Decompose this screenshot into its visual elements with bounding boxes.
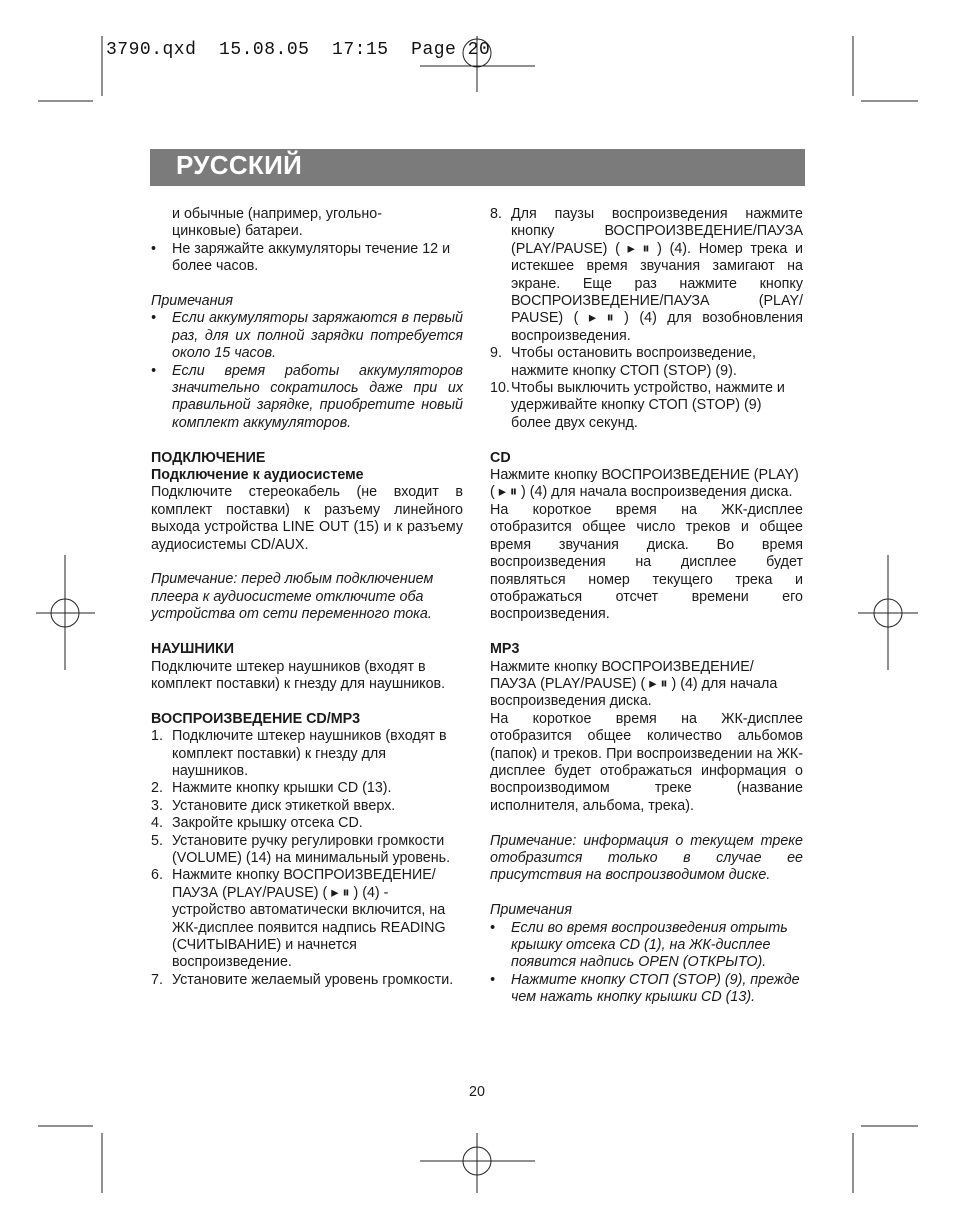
list-item: 4. Закройте крышку отсека CD.	[151, 815, 363, 832]
list-item: • Если во время воспроизведения отрыть крышку отсека CD (1), на ЖК-дисплее появится надпись OPEN (ОТКРЫТО).	[490, 919, 788, 971]
list-item: 2. Нажмите кнопку крышки CD (13).	[151, 780, 392, 797]
left-column	[151, 206, 463, 989]
list-item: • Нажмите кнопку СТОП (STOP) (9), прежде чем нажать кнопку крышки CD (13).	[490, 971, 800, 1006]
language-banner	[150, 149, 805, 186]
print-slug: 3790.qxd 15.08.05 17:15 Page 20	[106, 40, 491, 60]
section-heading: CD	[490, 449, 511, 466]
numbered-list	[151, 728, 463, 989]
section-heading: MP3	[490, 641, 520, 658]
paragraph: Нажмите кнопку ВОСПРОИЗВЕДЕНИЕ/ ПАУЗА (PLAY/PAUSE) ( ▸ ⏸ ) (4) для начала воспроизведения диска.	[490, 658, 778, 710]
section-heading: ПОДКЛЮЧЕНИЕ	[151, 449, 266, 466]
list-item: 5. Установите ручку регулировки громкости (VOLUME) (14) на минимальный уровень.	[151, 832, 451, 866]
list-item: • Если время работы аккумуляторов значительно сократилось даже при их правильной зарядке, приобретите новый комплект аккумуляторов.	[151, 362, 463, 431]
numbered-list	[490, 206, 803, 432]
paragraph: Нажмите кнопку ВОСПРОИЗВЕДЕНИЕ (PLAY) ( ▸ ⏸ ) (4) для начала воспроизведения диска.	[490, 467, 799, 501]
section-heading: НАУШНИКИ	[151, 641, 234, 658]
list-item: • Не заряжайте аккумуляторы течение 12 и более часов.	[151, 240, 451, 275]
paragraph: На короткое время на ЖК-дисплее отобразится общее количество альбомов (папок) и треков. При воспроизведении на ЖК-дисплее будет отображаться информация о воспроизводимом треке (название исполнителя, альбома, трека).	[490, 710, 803, 814]
list-item: 9. Чтобы остановить воспроизведение, нажмите кнопку СТОП (STOP) (9).	[490, 345, 757, 379]
list-item: 7. Установите желаемый уровень громкости.	[151, 971, 454, 988]
paragraph: Подключите штекер наушников (входят в комплект поставки) к гнезду для наушников.	[151, 658, 446, 692]
section-subheading: Подключение к аудиосистеме	[151, 467, 364, 484]
list-item: 3. Установите диск этикеткой вверх.	[151, 797, 396, 814]
paragraph: На короткое время на ЖК-дисплее отобразится общее число треков и общее время звучания диска. Во время воспроизведения на дисплее будет появляться номер текущего трека и отображаться отсчет времени его воспроизведения.	[490, 501, 803, 623]
banner-title: РУССКИЙ	[176, 150, 303, 180]
page-number: 20	[469, 1084, 485, 1100]
list-item: 10. Чтобы выключить устройство, нажмите и удерживайте кнопку СТОП (STOP) (9) более двух секунд.	[490, 380, 785, 431]
section-heading: ВОСПРОИЗВЕДЕНИЕ CD/MP3	[151, 710, 361, 727]
right-column	[490, 206, 803, 1007]
list-item: 1. Подключите штекер наушников (входят в комплект поставки) к гнезду для наушников.	[151, 728, 447, 779]
note: Примечание: перед любым подключением плеера к аудиосистеме отключите оба устройства от сети переменного тока.	[151, 571, 434, 623]
notes-title: Примечания	[151, 293, 234, 310]
note: Примечание: информация о текущем треке отобразится только в случае ее присутствия на воспроизводимом диске.	[490, 832, 803, 884]
continued-bullet: и обычные (например, угольно- цинковые) батареи.	[172, 206, 382, 240]
list-item: 8. Для паузы воспроизведения нажмите кнопку ВОСПРОИЗВЕДЕНИЕ/ПАУЗА (PLAY/PAUSE) ( ▸ ⏸ ) (4). Номер трека и истекшее время звучания замигают на экране. Еще раз нажмите кнопку ВОСПРОИЗВЕДЕНИЕ/ПАУЗА (PLAY/ PAUSE) ( ▸ ⏸ ) (4) для возобновления воспроизведения.	[490, 206, 803, 344]
list-item: 6. Нажмите кнопку ВОСПРОИЗВЕДЕНИЕ/ ПАУЗА (PLAY/PAUSE) ( ▸ ⏸ ) (4) - устройство автоматически включится, на ЖК-дисплее появится надпись READING (СЧИТЫВАНИЕ) и начнется воспроизведение.	[151, 867, 446, 971]
paragraph: Подключите стереокабель (не входит в комплект поставки) к разъему линейного выхода устройства LINE OUT (15) и к разъему аудиосистемы CD/AUX.	[151, 484, 463, 553]
list-item: • Если аккумуляторы заряжаются в первый раз, для их полной зарядки потребуется около 15 часов.	[151, 310, 463, 362]
notes-title: Примечания	[490, 902, 573, 919]
